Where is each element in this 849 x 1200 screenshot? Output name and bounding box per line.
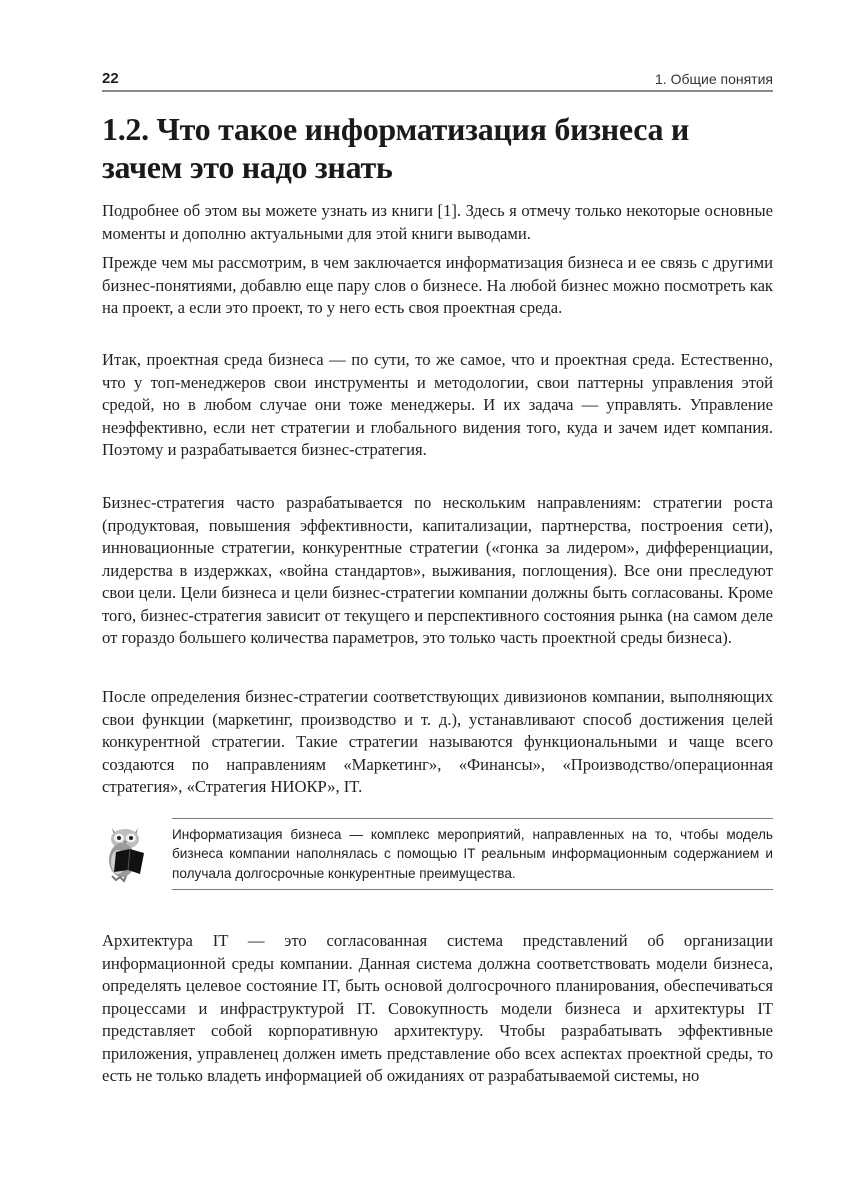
paragraph: Итак, проектная среда бизнеса — по сути, то же самое, что и проектная среда. Естественно, что у топ-менеджеров свои инструменты и методологии, свои паттерны управления этой средой, но в любом случае они тоже менеджеры. И их задача — управлять. Управление неэффективно, если нет стратегии и глобального видения того, куда и зачем идет компания. Поэтому и разрабатывается бизнес-стратегия. (102, 350, 773, 459)
callout-text: Информатизация бизнеса — комплекс мероприятий, направленных на то, чтобы модель бизнеса компании наполнялась с помощью IT реальным информационным содержанием и получала долгосрочные конкурентные преимущества. (172, 818, 773, 890)
running-head (102, 68, 773, 92)
paragraph: Архитектура IT — это согласованная система представлений об организации информационной среды компании. Данная система должна соответствовать модели бизнеса, определять целевое состояние IT, быть основой долгосрочного планирования, обеспечиваться процессами и инфраструктурой IT. Совокупность модели бизнеса и архитектуры IT представляет собой корпоративную архитектуру. Чтобы разрабатывать эффективные приложения, управленец должен иметь представление обо всех аспектах проектной среды, то есть не только владеть информацией об ожиданиях от разрабатываемой системы, но (102, 931, 773, 1085)
paragraph: Бизнес-стратегия часто разрабатывается по нескольким направлениям: стратегии роста (продуктовая, повышения эффективности, капитализации, партнерства, построения сети), инновационные стратегии, конкурентные стратегии («гонка за лидером», дифференциации, лидерства в издержках, «война стандартов», выживания, поглощения). Все они преследуют свои цели. Цели бизнеса и цели бизнес-стратегии компании должны быть согласованы. Кроме того, бизнес-стратегия зависит от текущего и перспективного состояния рынка (на самом деле от гораздо большего количества параметров, это только часть проектной среды бизнеса). (102, 493, 773, 647)
paragraph: Прежде чем мы рассмотрим, в чем заключается информатизация бизнеса и ее связь с другими бизнес-понятиями, добавлю еще пару слов о бизнесе. На любой бизнес можно посмотреть как на проект, а если это проект, то у него есть своя проектная среда. (102, 253, 773, 317)
owl-reading-book-icon (104, 822, 148, 886)
definition-callout (102, 818, 773, 913)
paragraph: После определения бизнес-стратегии соответствующих дивизионов компании, выполняющих свои функции (маркетинг, производство и т. д.), устанавливают способ достижения целей конкурентной стратегии. Такие стратегии называются функциональными и чаще всего создаются по направлениям «Маркетинг», «Финансы», «Производство/операционная стратегия», «Стратегия НИОКР», IT. (102, 687, 773, 796)
chapter-name: 1. Общие понятия (655, 71, 773, 87)
section-title: 1.2. Что такое информатизация бизнеса и зачем это надо знать (102, 111, 690, 185)
page-number: 22 (102, 70, 119, 87)
paragraph: Подробнее об этом вы можете узнать из книги [1]. Здесь я отмечу только некоторые основные моменты и дополню актуальными для этой книги выводами. (102, 201, 773, 243)
